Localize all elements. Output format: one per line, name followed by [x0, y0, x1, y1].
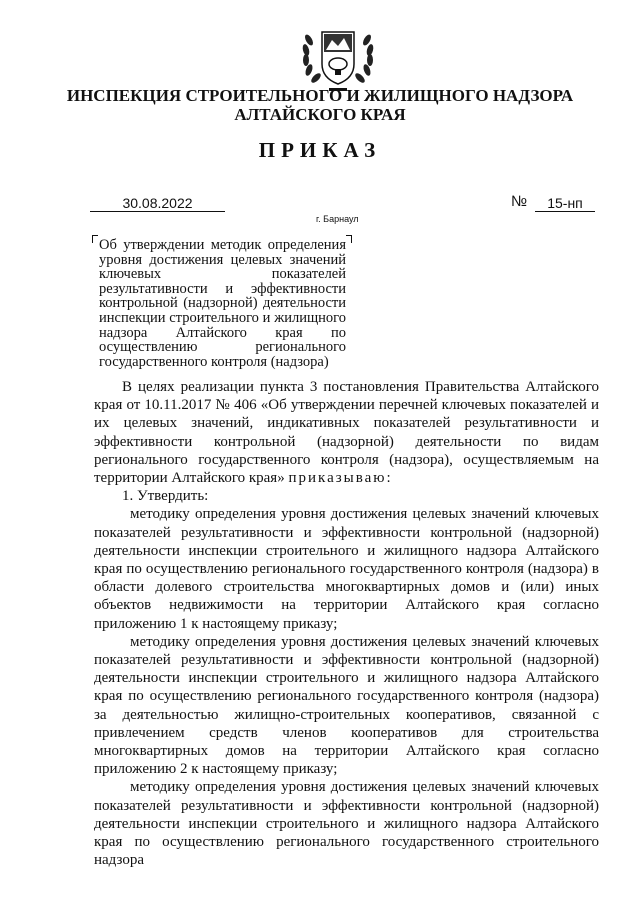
subject-bracket-right	[346, 235, 352, 243]
document-body	[94, 378, 599, 869]
emblem-icon	[295, 22, 381, 92]
organization-name-line1: ИНСПЕКЦИЯ СТРОИТЕЛЬНОГО И ЖИЛИЩНОГО НАДЗОРА	[66, 86, 574, 105]
document-subject: Об утверждении методик определения уровня достижения целевых значений ключевых показателей результативности и эффективности контрольной (надзорной) деятельности инспекции строительного и жилищного надзора Алтайского края по осуществлению регионального государственного контроля (надзора)	[99, 237, 346, 370]
preamble-paragraph	[94, 378, 599, 487]
method-paragraph-3: методику определения уровня достижения целевых значений ключевых показателей результативности и эффективности контрольной (надзорной) деятельности инспекции строительного и жилищного надзора Алтайского края по осуществлению регионального государственного строительного надзора	[94, 779, 599, 869]
subject-bracket-left	[92, 235, 98, 243]
number-label: №	[511, 193, 528, 210]
preamble-text: В целях реализации пункта 3 постановления Правительства Алтайского края от 10.11.2017 № 406 «Об утверждении перечней ключевых показателей и их целевых значений, индикативных показателей результативности и эффективности контрольной (надзорной) деятельности по видам регионального государственного контроля (надзора), осуществляемым на территории Алтайского края»	[94, 379, 599, 487]
item-1: 1. Утвердить:	[122, 488, 209, 505]
order-word: приказываю:	[288, 470, 393, 487]
document-type-title: ПРИКАЗ	[258, 138, 382, 162]
city-label: г. Барнаул	[316, 214, 359, 224]
organization-name-line2: АЛТАЙСКОГО КРАЯ	[234, 105, 406, 124]
method-paragraph-2: методику определения уровня достижения целевых значений ключевых показателей результативности и эффективности контрольной (надзорной) деятельности инспекции строительного и жилищного надзора Алтайского края по осуществлению регионального государственного контроля (надзора) за деятельностью жилищно-строительных кооперативов, связанной с привлечением средств членов кооперативов для строительства многоквартирных домов на территории Алтайского края согласно приложению 2 к настоящему приказу;	[94, 633, 599, 778]
document-number: 15-нп	[535, 195, 595, 212]
method-paragraph-1: методику определения уровня достижения целевых значений ключевых показателей результативности и эффективности контрольной (надзорной) деятельности инспекции строительного и жилищного надзора Алтайского края по осуществлению регионального государственного контроля (надзора) в области долевого строительства многоквартирных домов и (или) иных объектов недвижимости на территории Алтайского края согласно приложению 1 к настоящему приказу;	[94, 506, 599, 632]
document-date: 30.08.2022	[90, 195, 225, 212]
